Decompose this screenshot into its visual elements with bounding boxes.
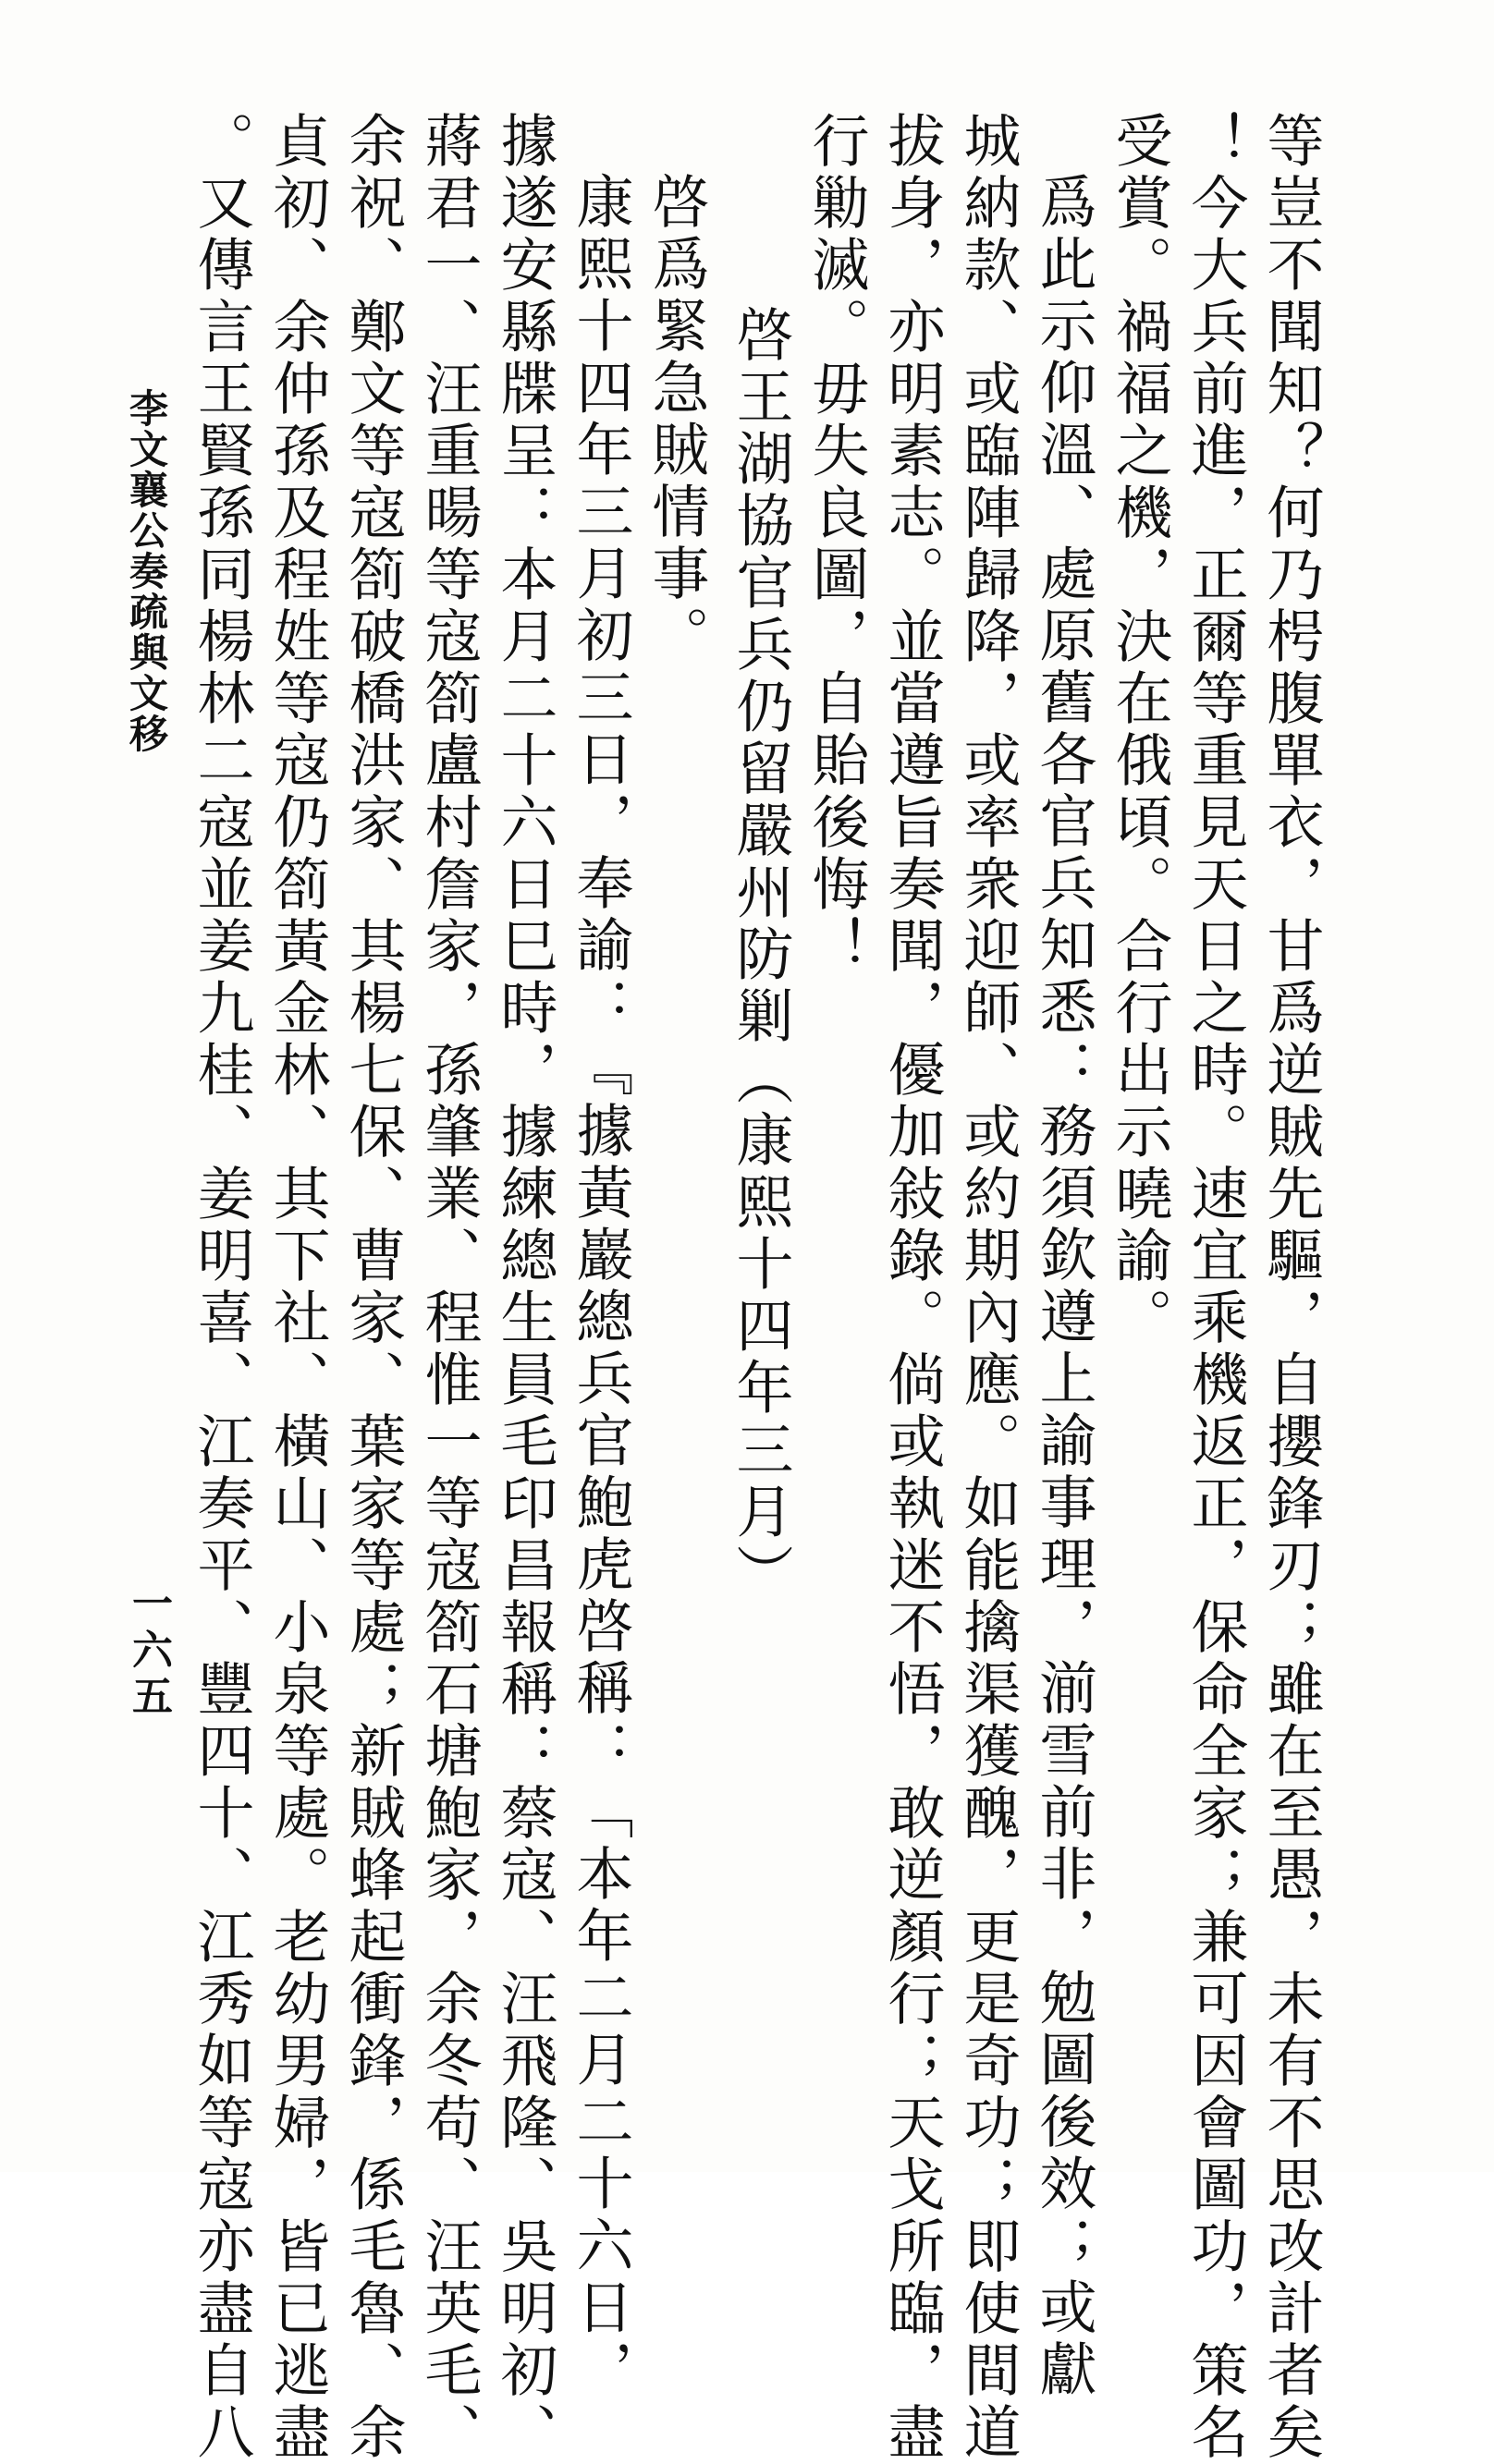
text-column-9: 康熙十四年三月初三日，奉諭：『據黃巖總兵官鮑虎啓稱：「本年二月二十六日，: [567, 172, 634, 2401]
text-column-2: ！今大兵前進，正爾等重見天日之時。速宜乘機返正，保命全家；兼可因會圖功，策名: [1182, 111, 1249, 2464]
text-column-11: 蔣君一、汪重暘等寇箚盧村詹家，孫肇業、程惟一等寇箚石塘鮑家，余冬苟、汪英毛、: [415, 111, 483, 2464]
text-column-5: 城納款、或臨陣歸降，或率衆迎師、或約期內應。如能擒渠獲醜，更是奇功；即使間道: [954, 111, 1022, 2464]
text-column-1: 等豈不聞知？何乃枵腹單衣，甘爲逆賊先驅，自攖鋒刃；雖在至愚，未有不思改計者矣: [1257, 111, 1325, 2464]
page-number: 一六五: [125, 1582, 172, 1721]
text-column-14: 。又傳言王賢孫同楊林二寇並姜九桂、姜明喜、江奏平、豐四十、江秀如等寇亦盡自八: [188, 111, 255, 2464]
text-column-8: 啓爲緊急賊情事。: [643, 172, 710, 667]
text-column-13: 貞初、余仲孫及程姓等寇仍箚黃金林、其下社、橫山、小泉等處。老幼男婦，皆已逃盡: [263, 111, 331, 2464]
section-title: 啓王湖協官兵仍留嚴州防剿（康熙十四年三月）: [727, 305, 794, 1605]
text-column-12: 余祝、鄭文等寇箚破橋洪家、其楊七保、曹家、葉家等處；新賊蜂起衝鋒，係毛魯、余: [339, 111, 407, 2464]
text-column-3: 受賞。禍福之機，決在俄頃。合行出示曉諭。: [1106, 111, 1173, 1349]
book-title: 李文襄公奏疏與文移: [124, 388, 169, 754]
text-column-10: 據遂安縣牒呈：本月二十六日巳時，據練總生員毛印昌報稱：蔡寇、汪飛隆、吳明初、: [491, 111, 558, 2464]
text-column-4: 爲此示仰溫、處原舊各官兵知悉：務須欽遵上諭事理，湔雪前非，勉圖後效；或獻: [1030, 172, 1097, 2401]
text-column-6: 拔身，亦明素志。並當遵旨奏聞，優加敍錄。倘或執迷不悟，敢逆顏行；天戈所臨，盡: [878, 111, 946, 2464]
text-column-7: 行勦滅。毋失良圖，自貽後悔！: [802, 111, 870, 978]
